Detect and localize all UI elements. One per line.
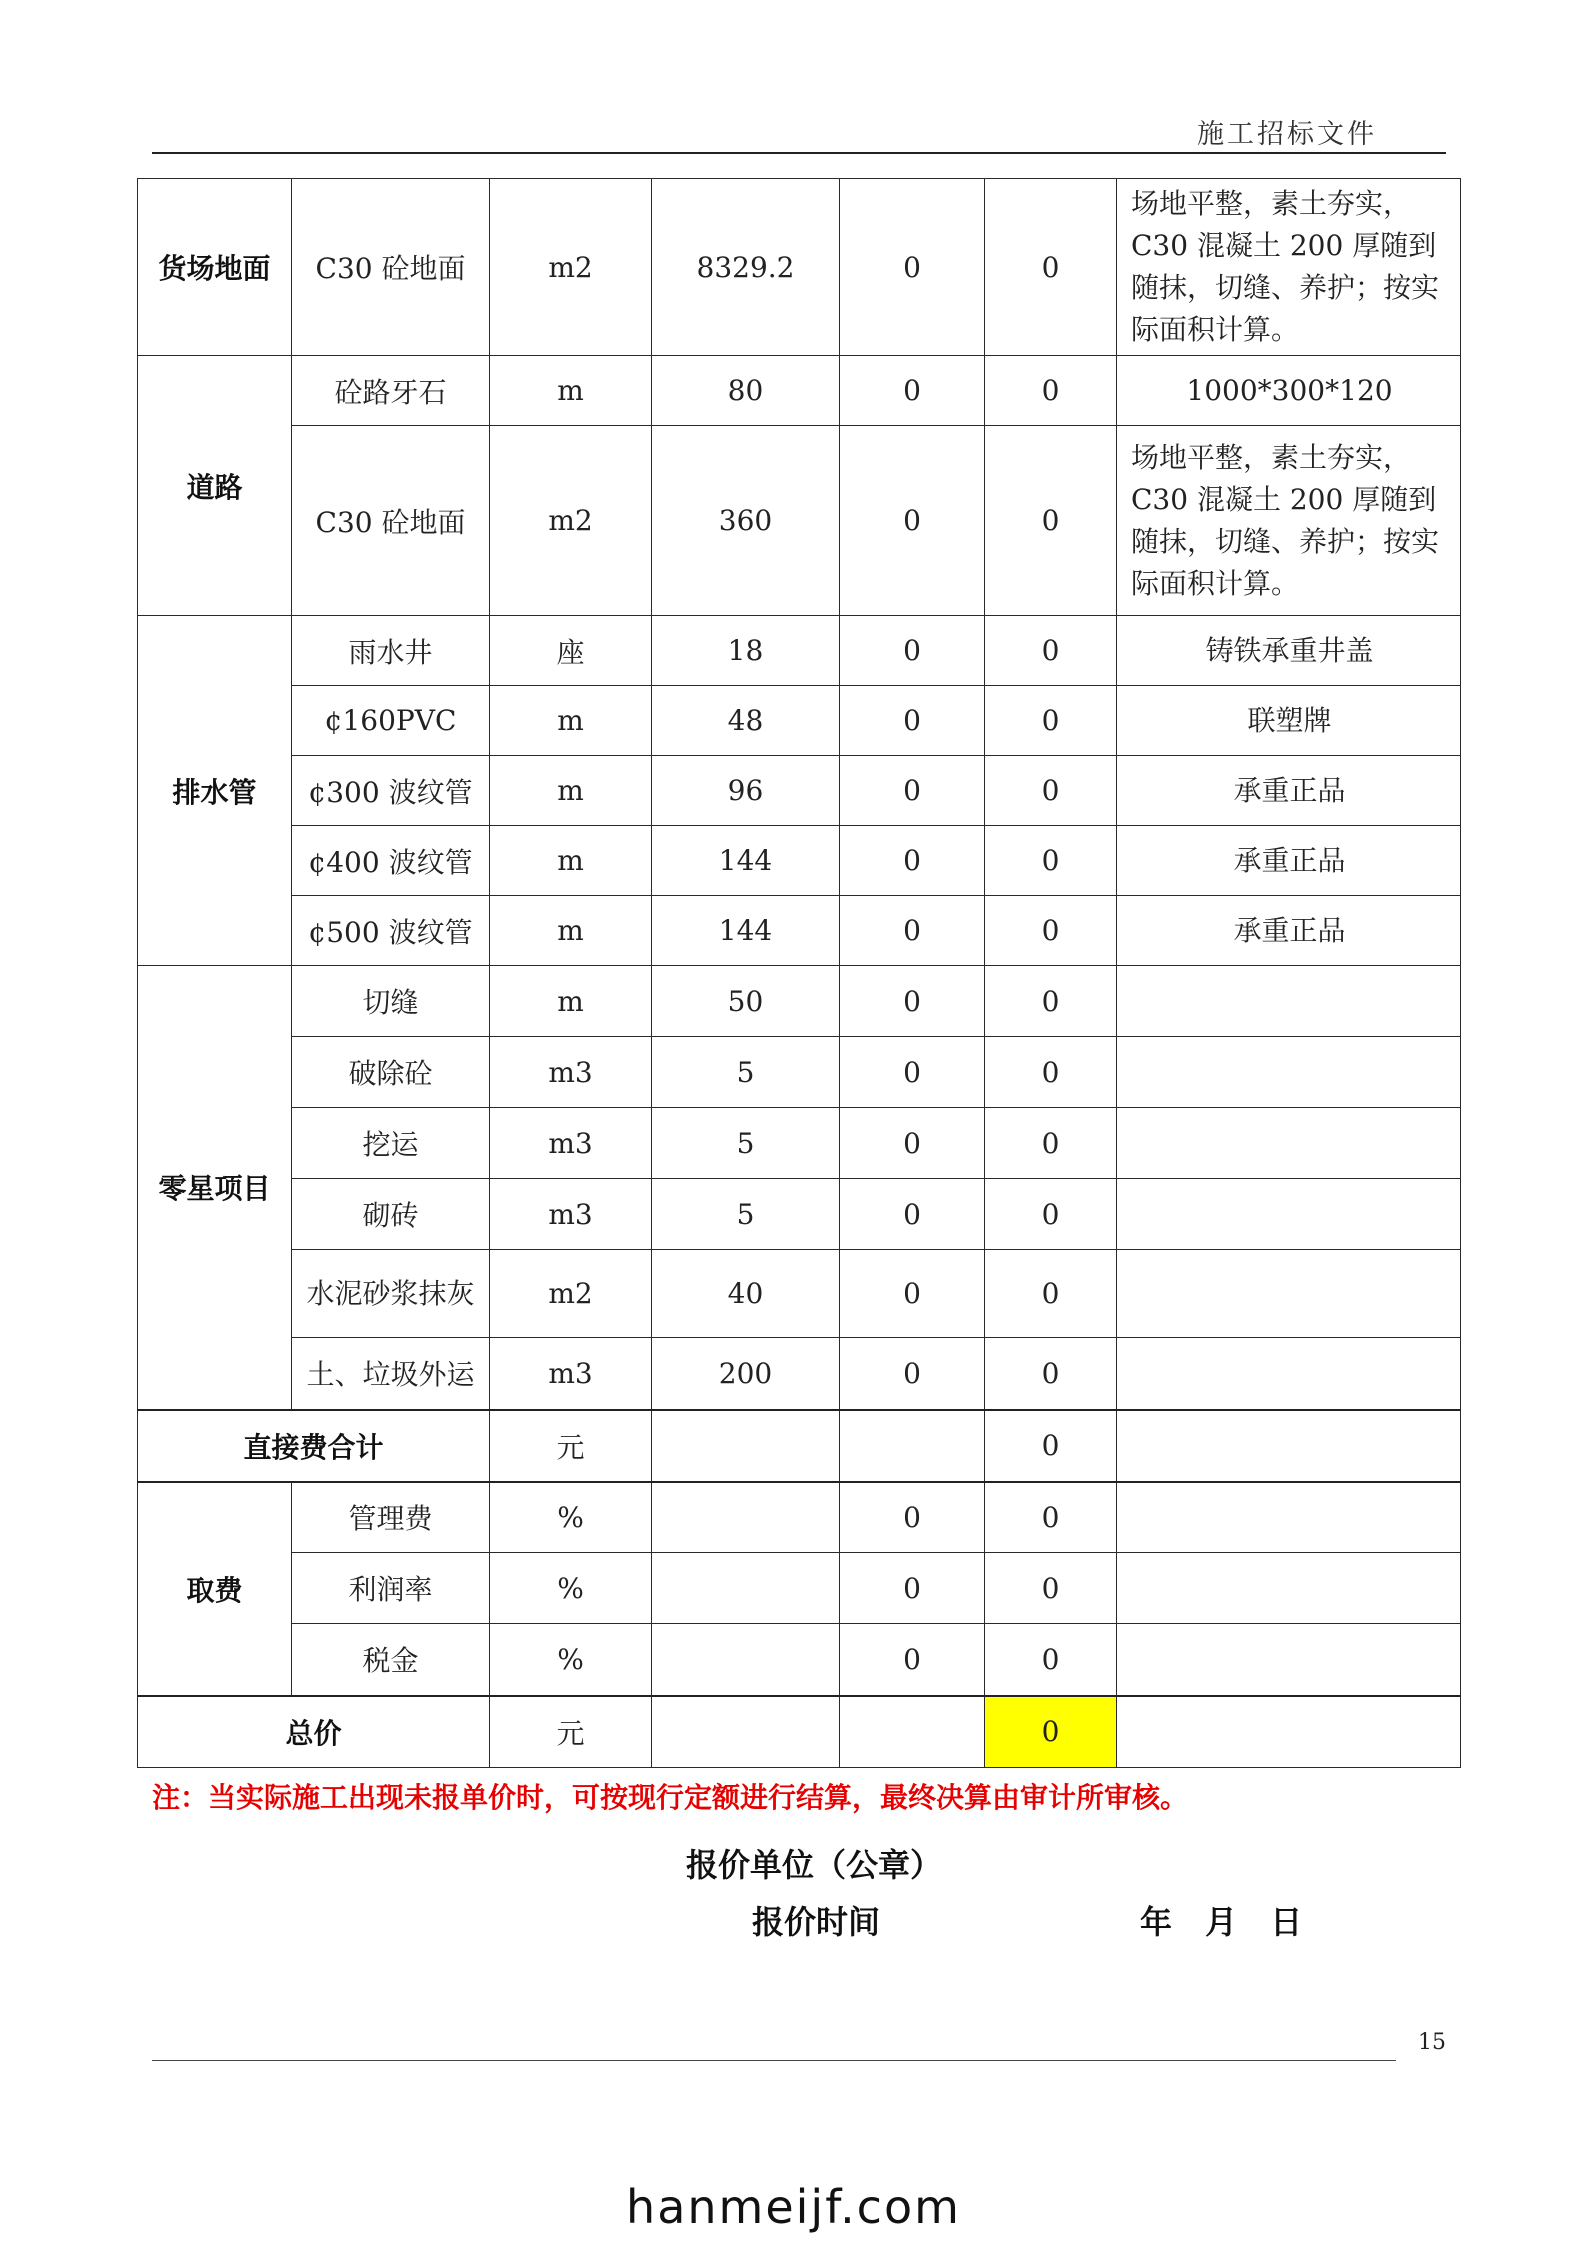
note-cell xyxy=(1117,1696,1461,1768)
unit-cell: m xyxy=(490,686,652,756)
table-row xyxy=(138,1338,1461,1410)
table-row xyxy=(138,179,1461,356)
note-cell xyxy=(1117,1410,1461,1482)
note-cell: 承重正品 xyxy=(1117,826,1461,896)
table-row xyxy=(138,1037,1461,1108)
amount-cell: 0 xyxy=(985,1410,1117,1482)
table-row xyxy=(138,756,1461,826)
item-name-cell: 砼路牙石 xyxy=(292,356,490,426)
quantity-cell xyxy=(652,1410,840,1482)
item-name-cell: 挖运 xyxy=(292,1108,490,1179)
unit-price-cell: 0 xyxy=(840,896,985,966)
amount-cell: 0 xyxy=(985,1624,1117,1696)
quantity-cell: 144 xyxy=(652,826,840,896)
direct-cost-total-label: 直接费合计 xyxy=(138,1410,490,1482)
settlement-notice: 注：当实际施工出现未报单价时，可按现行定额进行结算，最终决算由审计所审核。 xyxy=(152,1781,1189,1814)
note-cell xyxy=(1117,1338,1461,1410)
unit-price-cell: 0 xyxy=(840,616,985,686)
table-row xyxy=(138,1624,1461,1696)
note-cell: 承重正品 xyxy=(1117,756,1461,826)
unit-cell: 座 xyxy=(490,616,652,686)
note-cell xyxy=(1117,1037,1461,1108)
note-cell xyxy=(1117,1250,1461,1338)
category-cell: 货场地面 xyxy=(138,179,292,356)
table-row xyxy=(138,1250,1461,1338)
table-row xyxy=(138,426,1461,616)
item-name-cell: 雨水井 xyxy=(292,616,490,686)
unit-cell: m2 xyxy=(490,426,652,616)
item-name-cell: 利润率 xyxy=(292,1553,490,1624)
unit-price-cell: 0 xyxy=(840,1179,985,1250)
note-cell xyxy=(1117,1179,1461,1250)
unit-price-cell: 0 xyxy=(840,1338,985,1410)
fee-rate-cell: 0 xyxy=(840,1624,985,1696)
unit-cell: m3 xyxy=(490,1037,652,1108)
item-name-cell: C30 砼地面 xyxy=(292,426,490,616)
note-cell xyxy=(1117,1108,1461,1179)
note-cell xyxy=(1117,966,1461,1037)
table-row xyxy=(138,966,1461,1037)
unit-price-cell xyxy=(840,1696,985,1768)
fee-rate-cell: 0 xyxy=(840,1482,985,1553)
quantity-cell: 40 xyxy=(652,1250,840,1338)
quantity-cell: 5 xyxy=(652,1037,840,1108)
quote-time-label: 报价时间 xyxy=(752,1903,881,1941)
quantity-cell: 18 xyxy=(652,616,840,686)
table-row xyxy=(138,896,1461,966)
quantity-cell: 144 xyxy=(652,896,840,966)
unit-cell: m xyxy=(490,966,652,1037)
table-row xyxy=(138,356,1461,426)
item-name-cell: ¢300 波纹管 xyxy=(292,756,490,826)
amount-cell: 0 xyxy=(985,1338,1117,1410)
unit-cell: m3 xyxy=(490,1108,652,1179)
quantity-cell xyxy=(652,1696,840,1768)
item-name-cell: 水泥砂浆抹灰 xyxy=(292,1250,490,1338)
quote-date-label: 年 月 日 xyxy=(1140,1903,1303,1941)
amount-cell: 0 xyxy=(985,1179,1117,1250)
item-name-cell: 砌砖 xyxy=(292,1179,490,1250)
unit-cell: m xyxy=(490,826,652,896)
unit-price-cell: 0 xyxy=(840,1250,985,1338)
quantity-cell xyxy=(652,1624,840,1696)
unit-price-cell: 0 xyxy=(840,356,985,426)
unit-price-cell: 0 xyxy=(840,426,985,616)
item-name-cell: 土、垃圾外运 xyxy=(292,1338,490,1410)
table-row xyxy=(138,826,1461,896)
note-cell: 铸铁承重井盖 xyxy=(1117,616,1461,686)
quantity-cell xyxy=(652,1482,840,1553)
quantity-cell: 50 xyxy=(652,966,840,1037)
amount-cell: 0 xyxy=(985,179,1117,356)
category-cell: 取费 xyxy=(138,1482,292,1696)
item-name-cell: C30 砼地面 xyxy=(292,179,490,356)
category-cell: 零星项目 xyxy=(138,966,292,1410)
header-rule xyxy=(152,152,1446,154)
amount-cell: 0 xyxy=(985,1250,1117,1338)
category-cell: 排水管 xyxy=(138,616,292,966)
quantity-cell: 360 xyxy=(652,426,840,616)
amount-cell: 0 xyxy=(985,826,1117,896)
unit-cell: m xyxy=(490,896,652,966)
item-name-cell: ¢160PVC xyxy=(292,686,490,756)
amount-cell: 0 xyxy=(985,426,1117,616)
grand-total-label: 总价 xyxy=(138,1696,490,1768)
amount-cell: 0 xyxy=(985,1108,1117,1179)
unit-price-cell: 0 xyxy=(840,966,985,1037)
note-cell xyxy=(1117,1624,1461,1696)
quantity-cell: 5 xyxy=(652,1179,840,1250)
direct-cost-total-row xyxy=(138,1410,1461,1482)
unit-price-cell: 0 xyxy=(840,756,985,826)
amount-cell: 0 xyxy=(985,1553,1117,1624)
amount-cell: 0 xyxy=(985,616,1117,686)
unit-cell: 元 xyxy=(490,1410,652,1482)
unit-cell: m2 xyxy=(490,1250,652,1338)
note-cell xyxy=(1117,1553,1461,1624)
document-header-title: 施工招标文件 xyxy=(1197,119,1377,150)
unit-cell: m2 xyxy=(490,179,652,356)
note-cell: 联塑牌 xyxy=(1117,686,1461,756)
quantity-cell: 8329.2 xyxy=(652,179,840,356)
note-cell: 承重正品 xyxy=(1117,896,1461,966)
quantity-cell: 5 xyxy=(652,1108,840,1179)
quantity-cell xyxy=(652,1553,840,1624)
footer-rule xyxy=(152,2060,1396,2061)
table-row xyxy=(138,616,1461,686)
unit-cell: m xyxy=(490,356,652,426)
amount-cell: 0 xyxy=(985,1482,1117,1553)
quantity-cell: 200 xyxy=(652,1338,840,1410)
item-name-cell: 管理费 xyxy=(292,1482,490,1553)
quote-table xyxy=(137,178,1461,1768)
amount-cell: 0 xyxy=(985,756,1117,826)
grand-total-amount: 0 xyxy=(985,1696,1117,1768)
table-row xyxy=(138,1482,1461,1553)
note-cell: 场地平整，素土夯实，C30 混凝土 200 厚随到随抹，切缝、养护；按实际面积计算。 xyxy=(1117,179,1461,356)
unit-cell: 元 xyxy=(490,1696,652,1768)
item-name-cell: ¢400 波纹管 xyxy=(292,826,490,896)
grand-total-row xyxy=(138,1696,1461,1768)
table-row xyxy=(138,686,1461,756)
amount-cell: 0 xyxy=(985,896,1117,966)
item-name-cell: 切缝 xyxy=(292,966,490,1037)
amount-cell: 0 xyxy=(985,1037,1117,1108)
unit-price-cell: 0 xyxy=(840,686,985,756)
unit-price-cell: 0 xyxy=(840,179,985,356)
quoting-unit-seal-label: 报价单位（公章） xyxy=(686,1846,943,1884)
note-cell: 1000*300*120 xyxy=(1117,356,1461,426)
amount-cell: 0 xyxy=(985,356,1117,426)
table-row xyxy=(138,1108,1461,1179)
table-row xyxy=(138,1553,1461,1624)
unit-cell: % xyxy=(490,1624,652,1696)
page-number: 15 xyxy=(1418,2030,1446,2055)
item-name-cell: 破除砼 xyxy=(292,1037,490,1108)
unit-cell: m xyxy=(490,756,652,826)
unit-price-cell: 0 xyxy=(840,826,985,896)
item-name-cell: ¢500 波纹管 xyxy=(292,896,490,966)
category-cell: 道路 xyxy=(138,356,292,616)
unit-cell: % xyxy=(490,1553,652,1624)
fee-rate-cell: 0 xyxy=(840,1553,985,1624)
item-name-cell: 税金 xyxy=(292,1624,490,1696)
amount-cell: 0 xyxy=(985,686,1117,756)
quantity-cell: 48 xyxy=(652,686,840,756)
site-watermark: hanmeijf.com xyxy=(626,2180,961,2234)
amount-cell: 0 xyxy=(985,966,1117,1037)
unit-price-cell: 0 xyxy=(840,1037,985,1108)
note-cell xyxy=(1117,1482,1461,1553)
unit-price-cell xyxy=(840,1410,985,1482)
table-row xyxy=(138,1179,1461,1250)
note-cell: 场地平整，素土夯实，C30 混凝土 200 厚随到随抹，切缝、养护；按实际面积计算。 xyxy=(1117,426,1461,616)
unit-price-cell: 0 xyxy=(840,1108,985,1179)
quantity-cell: 80 xyxy=(652,356,840,426)
unit-cell: % xyxy=(490,1482,652,1553)
unit-cell: m3 xyxy=(490,1179,652,1250)
unit-cell: m3 xyxy=(490,1338,652,1410)
quantity-cell: 96 xyxy=(652,756,840,826)
